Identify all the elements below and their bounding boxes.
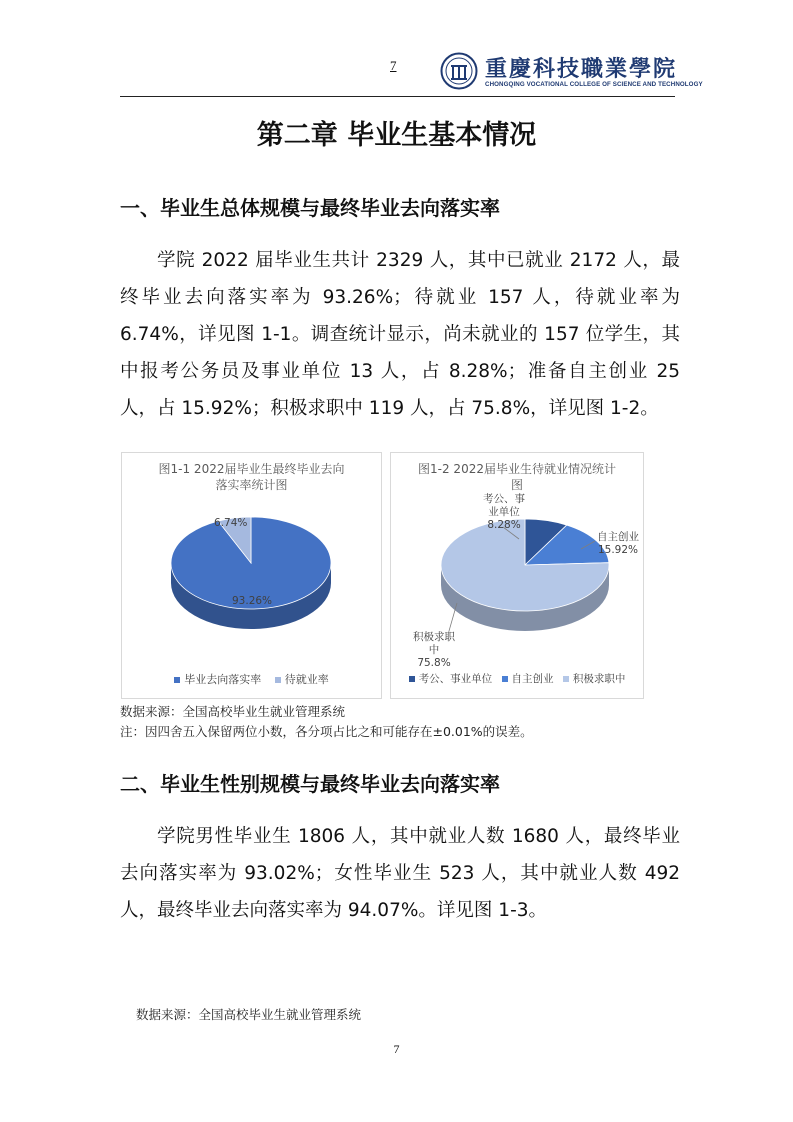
chapter-title: 第二章 毕业生基本情况: [256, 120, 537, 151]
legend-item-employed: [174, 671, 261, 687]
legend-item-civil: [409, 671, 493, 686]
chart-1-2-legend: [391, 671, 643, 686]
footer-source-note: 数据来源：全国高校毕业生就业管理系统: [136, 1007, 362, 1022]
legend-label-employed: 毕业去向落实率: [184, 673, 262, 686]
label-civil-line-1: 考公、事: [483, 493, 525, 505]
chart-1-1-pie: [122, 453, 381, 698]
legend-label-seeking: 积极求职中: [572, 673, 626, 685]
legend-item-startup: [502, 671, 554, 686]
legend-label-waiting: 待就业率: [284, 673, 329, 686]
chart-source-note: 数据来源：全国高校毕业生就业管理系统: [120, 704, 346, 719]
label-startup-value: 15.92%: [597, 544, 639, 556]
legend-label-startup: 自主创业: [511, 673, 554, 685]
label-seeking-line-1: 积极求职: [413, 631, 455, 643]
chart-1-1-label-waiting: 6.74%: [214, 517, 248, 529]
chart-1-1-title-line-2: 落实率统计图: [215, 478, 288, 492]
label-seeking-line-2: 中: [428, 644, 440, 656]
header-divider: [120, 96, 675, 97]
chart-1-2-label-startup: [597, 531, 639, 557]
chart-1-2-unemployed-status: [390, 452, 644, 699]
legend-label-civil: 考公、事业单位: [418, 673, 493, 685]
logo-english-name: CHONGQING VOCATIONAL COLLEGE OF SCIENCE AND TECHNOLOGY: [485, 81, 703, 88]
chart-1-1-label-employed: 93.26%: [232, 595, 273, 607]
chart-1-1-legend: [122, 671, 381, 687]
chart-1-2-label-seeking: [413, 631, 455, 670]
chart-1-1-title-line-1: 图1-1 2022届毕业生最终毕业去向: [158, 462, 345, 476]
chart-1-2-title-line-1: 图1-2 2022届毕业生待就业情况统计: [418, 462, 616, 476]
legend-item-seeking: [563, 671, 626, 686]
label-seeking-value: 75.8%: [417, 657, 451, 669]
rounding-note: 注：因四舍五入保留两位小数，各分项占比之和可能存在±0.01%的误差。: [120, 724, 533, 739]
chart-1-2-title-line-2: 图: [510, 478, 523, 492]
label-civil-line-2: 业单位: [488, 506, 520, 518]
section-2-paragraph: 学院男性毕业生 1806 人，其中就业人数 1680 人，最终毕业去向落实率为 93.02%；女性毕业生 523 人，其中就业人数 492 人，最终毕业去向落实率为 94.07%。详见图 1-3。: [120, 826, 680, 921]
chart-1-2-label-civil: [483, 493, 525, 532]
section-1-heading: 一、毕业生总体规模与最终毕业去向落实率: [120, 196, 500, 220]
footer-page-number: 7: [393, 1042, 400, 1056]
label-startup-line-1: 自主创业: [597, 531, 639, 543]
label-civil-value: 8.28%: [487, 519, 521, 531]
header-page-number: 7: [390, 58, 397, 73]
chart-1-1-graduate-destination: [121, 452, 382, 699]
section-2-heading: 二、毕业生性别规模与最终毕业去向落实率: [120, 772, 500, 796]
college-emblem-icon: [440, 52, 478, 90]
section-1-paragraph: 学院 2022 届毕业生共计 2329 人，其中已就业 2172 人，最终毕业去向落实率为 93.26%；待就业 157 人，待就业率为 6.74%，详见图 1-1。调查统计显示，尚未就业的 157 位学生，其中报考公务员及事业单位 13 人，占 8.28%；准备自主创业 25 人，占 15.92%；积极求职中 119 人，占 75.8%，详见图 1-2。: [120, 250, 680, 419]
logo-chinese-name: 重慶科技職業學院: [485, 56, 678, 82]
legend-item-waiting: [275, 671, 329, 687]
college-logo: [440, 50, 703, 94]
